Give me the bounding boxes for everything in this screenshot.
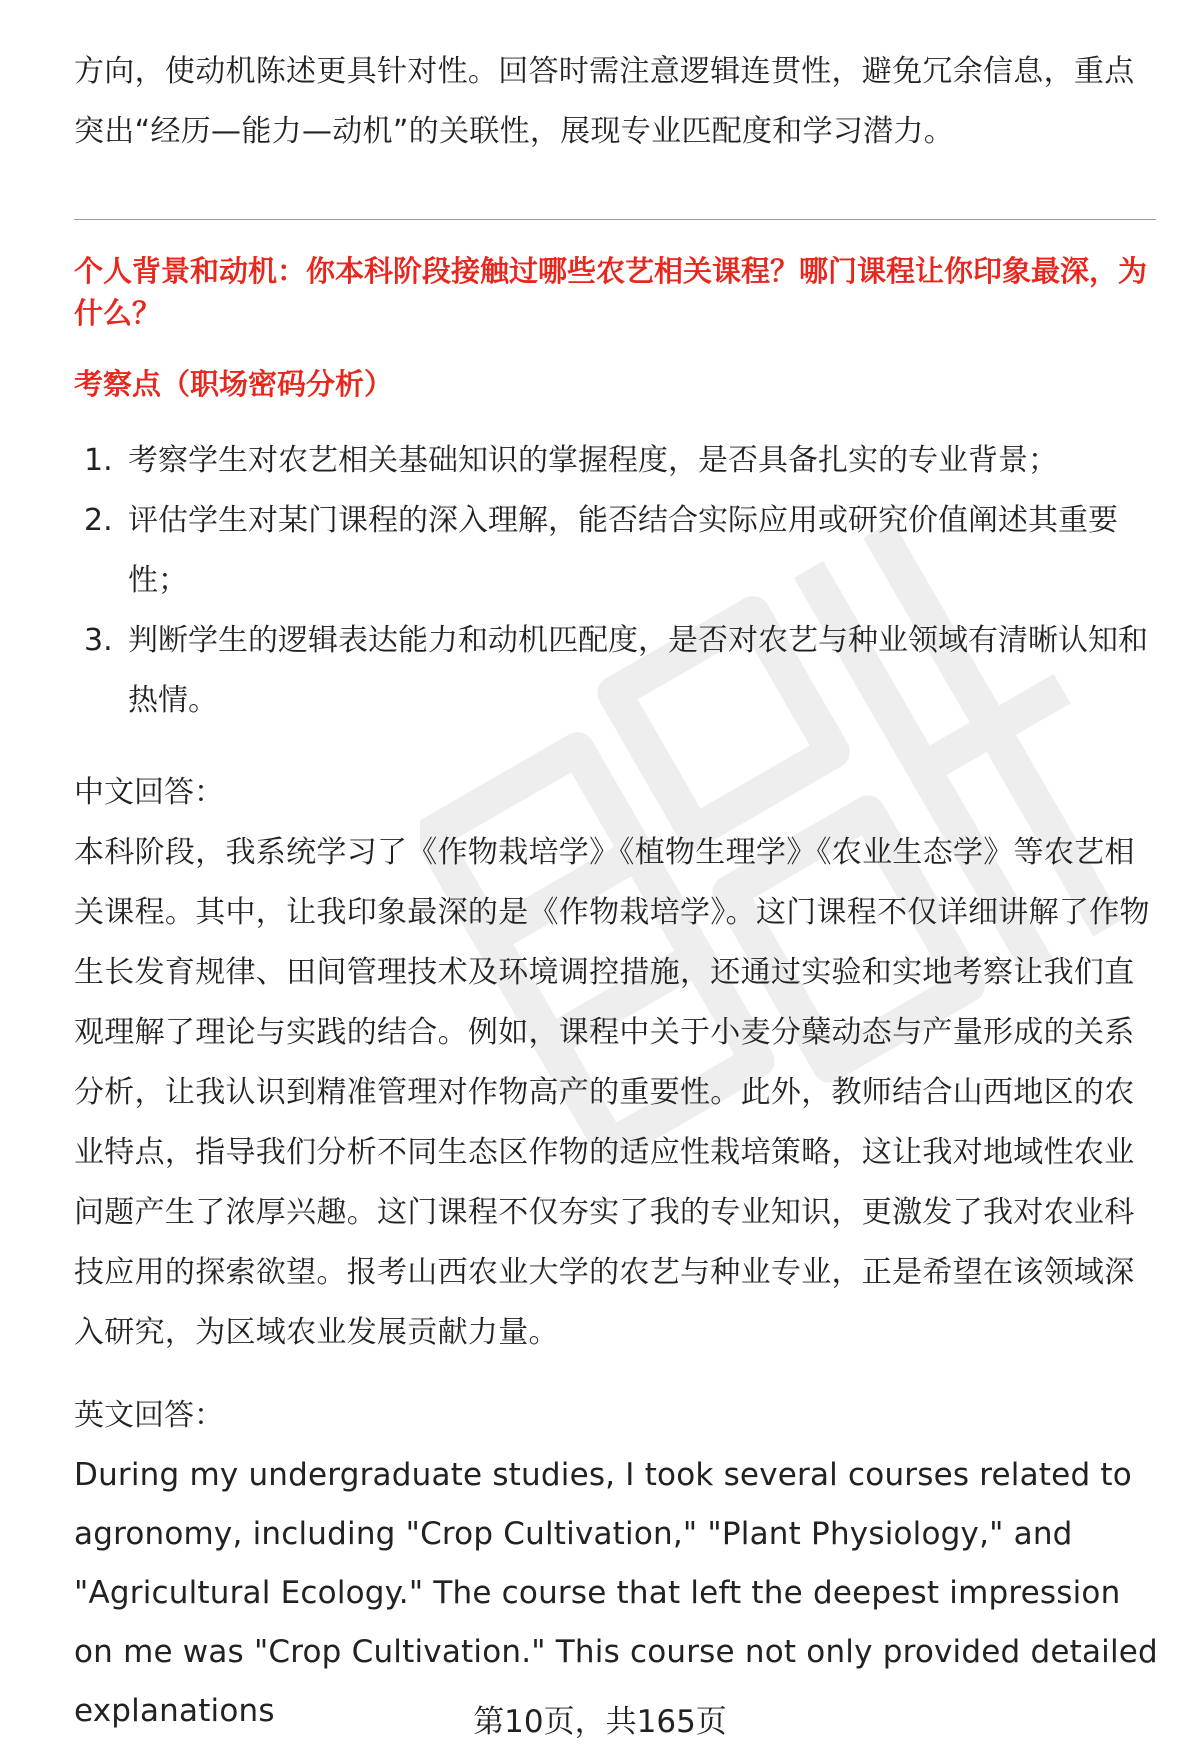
analysis-item xyxy=(74,491,1164,611)
analysis-item-text: 评估学生对某门课程的深入理解，能否结合实际应用或研究价值阐述其重要性； xyxy=(128,503,1118,598)
analysis-item xyxy=(74,611,1164,731)
analysis-item-text: 考察学生对农艺相关基础知识的掌握程度，是否具备扎实的专业背景； xyxy=(128,443,1058,478)
section-divider xyxy=(74,219,1156,220)
page-number-footer: 第10页，共165页 xyxy=(473,1704,727,1740)
chinese-answer-label: 中文回答： xyxy=(74,775,224,810)
intro-paragraph: 方向，使动机陈述更具针对性。回答时需注意逻辑连贯性，避免冗余信息，重点突出“经历—能力—动机”的关联性，展现专业匹配度和学习潜力。 xyxy=(74,54,1135,149)
analysis-item-number: 2. xyxy=(84,503,113,538)
analysis-item-text: 判断学生的逻辑表达能力和动机匹配度，是否对农艺与种业领域有清晰认知和热情。 xyxy=(128,623,1148,718)
analysis-item-number: 1. xyxy=(84,443,113,478)
analysis-heading: 考察点（职场密码分析） xyxy=(74,367,394,401)
analysis-item-number: 3. xyxy=(84,623,113,658)
english-answer-text: During my undergraduate studies, I took several courses related to agronomy, including "Crop Cultivation," "Plant Physiology," and "Agricultural Ecology." The course that left the deepest impression on me was "Crop Cultivation." This course not only provided detailed explanations xyxy=(74,1457,1158,1729)
analysis-list xyxy=(74,431,1164,731)
analysis-item xyxy=(74,431,1164,491)
chinese-answer-text: 本科阶段，我系统学习了《作物栽培学》《植物生理学》《农业生态学》等农艺相关课程。其中，让我印象最深的是《作物栽培学》。这门课程不仅详细讲解了作物生长发育规律、田间管理技术及环境调控措施，还通过实验和实地考察让我们直观理解了理论与实践的结合。例如，课程中关于小麦分蘖动态与产量形成的关系分析，让我认识到精准管理对作物高产的重要性。此外，教师结合山西地区的农业特点，指导我们分析不同生态区作物的适应性栽培策略，这让我对地域性农业问题产生了浓厚兴趣。这门课程不仅夯实了我的专业知识，更激发了我对农业科技应用的探索欲望。报考山西农业大学的农艺与种业专业，正是希望在该领域深入研究，为区域农业发展贡献力量。 xyxy=(74,835,1150,1350)
question-heading: 个人背景和动机：你本科阶段接触过哪些农艺相关课程？哪门课程让你印象最深，为什么？ xyxy=(74,254,1148,330)
english-answer-label: 英文回答： xyxy=(74,1398,224,1433)
